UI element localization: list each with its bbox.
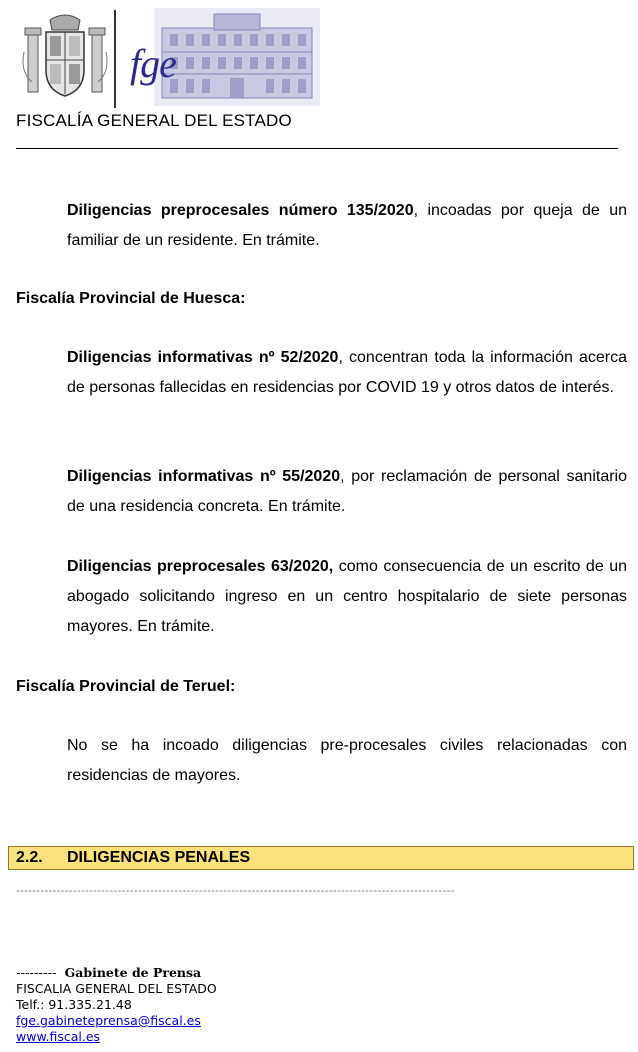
fge-logo: fge <box>130 41 176 86</box>
paragraph-text: , concentran toda la información acerca de personas fallecidas en residencias por COVID 19 y otros datos de interés. <box>67 349 628 396</box>
footer-web-link[interactable]: www.fiscal.es <box>16 1029 101 1044</box>
footer-press-label: Gabinete de Prensa <box>64 965 202 980</box>
paragraph-bold-lead: Diligencias informativas nº 55/2020 <box>67 468 341 485</box>
paragraph-text: como consecuencia de un escrito de un abogado solicitando ingreso en un centro hospitalario de siete personas mayores. En trámite. <box>67 558 628 635</box>
footer <box>16 965 217 1045</box>
paragraph-diligencias-55 <box>67 462 627 522</box>
paragraph-text: , incoadas por queja de un familiar de un residente. En trámite. <box>67 202 627 249</box>
paragraph-bold-lead: Diligencias preprocesales 63/2020, <box>67 558 334 575</box>
section-band-diligencias-penales <box>8 846 634 870</box>
heading-fiscalia-huesca: Fiscalía Provincial de Huesca: <box>16 290 246 307</box>
paragraph-diligencias-135 <box>67 196 627 256</box>
header-rule <box>16 148 618 149</box>
dashed-separator: ------------------------------------------------------------------------------------------------------------ <box>16 885 455 897</box>
section-title: DILIGENCIAS PENALES <box>67 849 251 866</box>
footer-org: FISCALIA GENERAL DEL ESTADO <box>16 981 217 996</box>
paragraph-bold-lead: Diligencias preprocesales número 135/2020 <box>67 202 414 219</box>
section-number: 2.2. <box>16 849 43 866</box>
logo-divider <box>114 10 116 108</box>
paragraph-teruel: No se ha incoado diligencias pre-procesales civiles relacionadas con residencias de mayores. <box>67 737 627 784</box>
paragraph-bold-lead: Diligencias informativas nº 52/2020 <box>67 349 339 366</box>
footer-press-line <box>16 965 217 981</box>
paragraph-diligencias-63 <box>67 552 627 642</box>
footer-phone: Telf.: 91.335.21.48 <box>16 997 132 1012</box>
paragraph-diligencias-52 <box>67 343 627 403</box>
footer-email-link[interactable]: fge.gabineteprensa@fiscal.es <box>16 1013 201 1028</box>
building-icon <box>154 8 320 106</box>
footer-press-dashes: --------- <box>16 965 57 980</box>
header-logos <box>22 8 322 108</box>
paragraph-text: , por reclamación de personal sanitario de una residencia concreta. En trámite. <box>67 468 628 515</box>
heading-fiscalia-teruel: Fiscalía Provincial de Teruel: <box>16 678 236 695</box>
coat-of-arms-icon <box>22 12 108 102</box>
org-title: FISCALÍA GENERAL DEL ESTADO <box>16 111 292 130</box>
